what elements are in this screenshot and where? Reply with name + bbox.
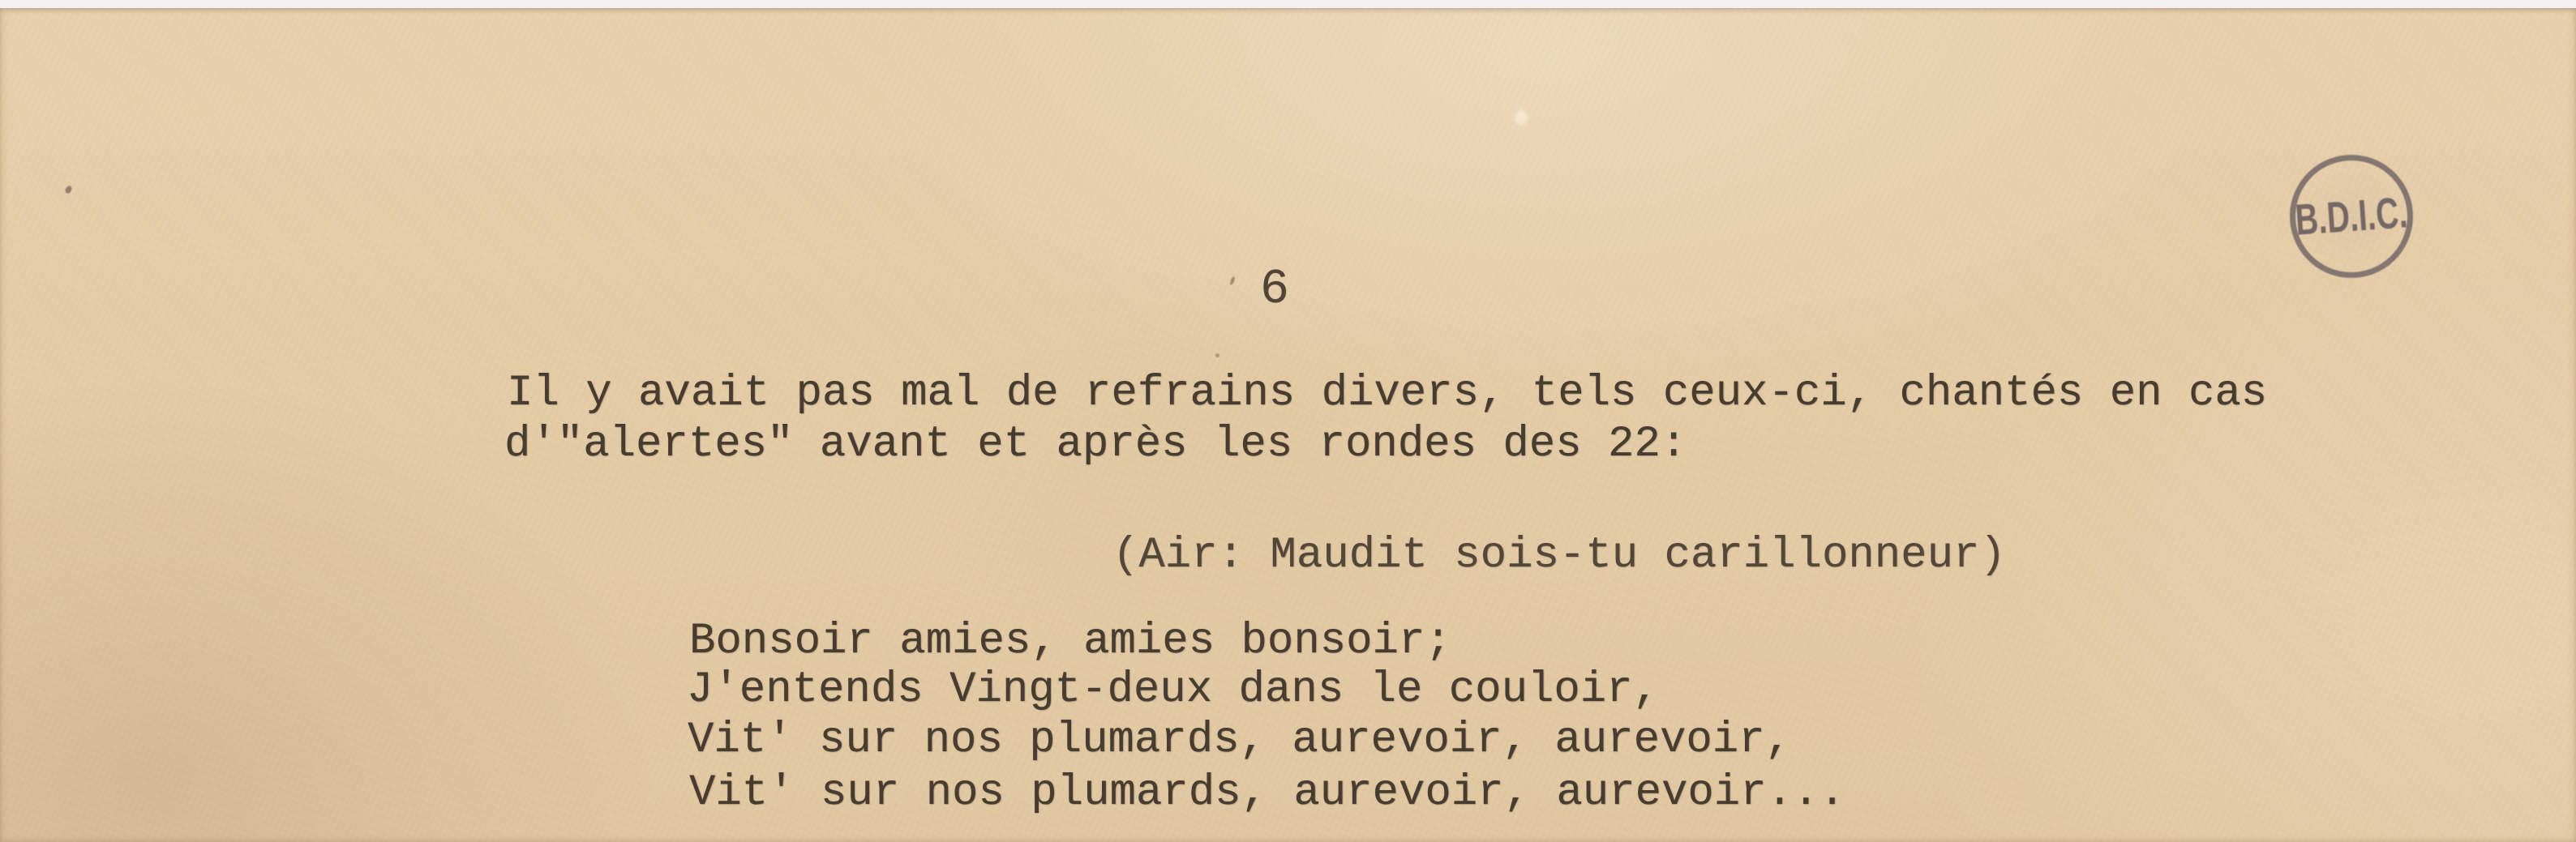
paper-speck bbox=[64, 185, 73, 194]
verse-line-1: Bonsoir amies, amies bonsoir; bbox=[689, 617, 1451, 666]
page-number: 6 bbox=[1260, 263, 1290, 318]
verse-line-2: J'entends Vingt-deux dans le couloir, bbox=[687, 665, 1659, 715]
paper-light-fleck bbox=[1515, 110, 1528, 125]
paper-speck bbox=[1229, 276, 1236, 286]
verse-line-4: Vit' sur nos plumards, aurevoir, aurevoir... bbox=[689, 768, 1845, 818]
bdic-stamp bbox=[2286, 151, 2417, 282]
document-page bbox=[0, 8, 2576, 842]
paper-speck bbox=[1215, 353, 1219, 357]
intro-line-1: Il y avait pas mal de refrains divers, tels ceux-ci, chantés en cas bbox=[507, 369, 2268, 418]
air-tune-line: (Air: Maudit sois-tu carillonneur) bbox=[1112, 531, 2006, 580]
intro-line-2: d'"alertes" avant et après les rondes des 22: bbox=[504, 420, 1687, 469]
stamp-label: B.D.I.C. bbox=[2293, 188, 2410, 245]
verse-line-3: Vit' sur nos plumards, aurevoir, aurevoir, bbox=[688, 716, 1792, 765]
